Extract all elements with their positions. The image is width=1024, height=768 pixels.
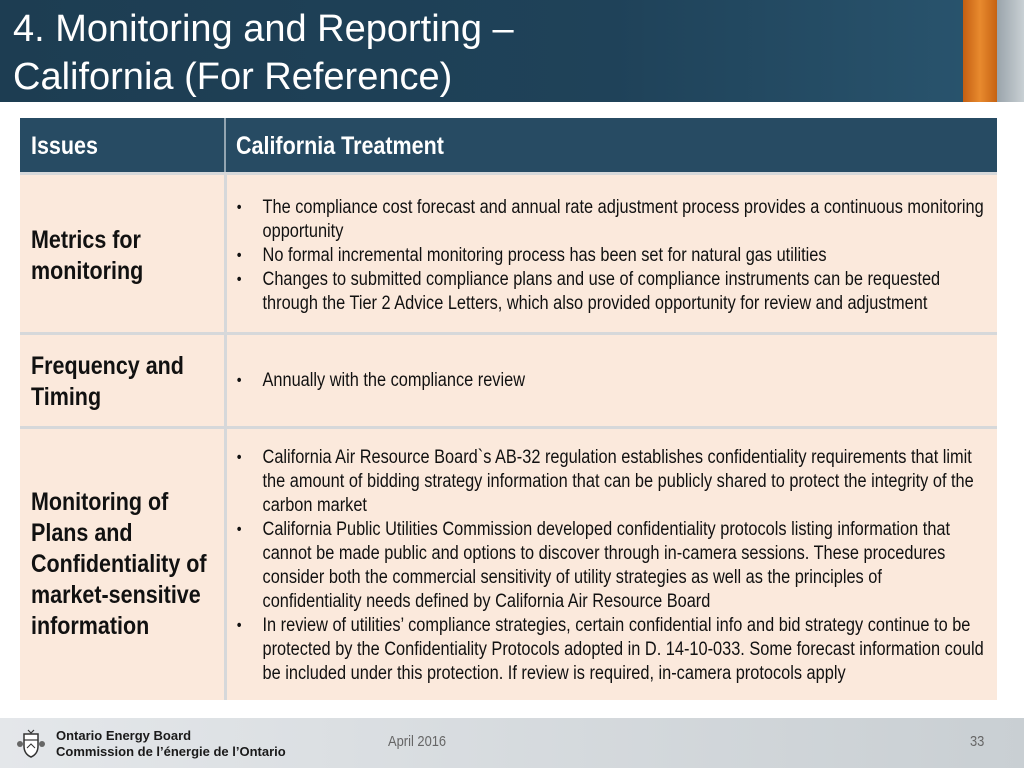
table-row: [20, 335, 997, 426]
title-line-1: 4. Monitoring and Reporting –: [13, 8, 514, 50]
issue-cell: Frequency and Timing: [31, 352, 184, 411]
header-treatment: California Treatment: [236, 132, 444, 160]
title-bar: [0, 0, 1024, 102]
ontario-crest-icon: [16, 728, 46, 760]
footer: [0, 718, 1024, 768]
comparison-table: [20, 118, 997, 700]
treatment-bullet: • No formal incremental monitoring process has been set for natural gas utilities: [235, 244, 985, 268]
gray-corner-block: [997, 0, 1024, 102]
header-issues: Issues: [31, 132, 98, 160]
header-divider: [224, 118, 226, 172]
column-divider: [224, 429, 227, 700]
column-divider: [224, 175, 227, 332]
footer-date: April 2016: [388, 733, 447, 750]
table-row: [20, 175, 997, 332]
issue-cell: Monitoring of Plans and Confidentiality of market-sensitive information: [31, 488, 207, 640]
orange-accent-stripe: [963, 0, 997, 102]
org-name-french: Commission de l’énergie de l’Ontario: [56, 744, 286, 759]
treatment-bullet: • In review of utilities’ compliance strategies, certain confidential info and bid strategy continue to be protected by the Confidentiality Protocols adopted in D. 14-10-033. Some forecast information could be included under this protection. If review is required, in-camera protocols apply: [235, 614, 985, 686]
treatment-bullet: • Annually with the compliance review: [235, 369, 985, 393]
table-header: [20, 118, 997, 172]
treatment-list: [235, 196, 995, 316]
treatment-list: [235, 446, 995, 686]
treatment-bullet: • California Air Resource Board`s AB-32 regulation establishes confidentiality requirements that limit the amount of bidding strategy information that can be publicly shared to protect the integrity of the carbon market: [235, 446, 985, 518]
treatment-bullet: • The compliance cost forecast and annual rate adjustment process provides a continuous monitoring opportunity: [235, 196, 985, 244]
slide-title: [13, 5, 953, 101]
treatment-bullet: • California Public Utilities Commission developed confidentiality protocols listing information that cannot be made public and options to discover through in-camera sessions. These procedures consider both the commercial sensitivity of utility strategies as well as the principles of confidentiality needs defined by California Air Resource Board: [235, 518, 985, 614]
page-number: 33: [970, 733, 985, 750]
issue-cell: Metrics for monitoring: [31, 226, 144, 285]
treatment-list: [235, 369, 995, 393]
title-line-2: California (For Reference): [13, 56, 453, 98]
org-name-english: Ontario Energy Board: [56, 728, 192, 743]
table-row: [20, 429, 997, 700]
treatment-bullet: • Changes to submitted compliance plans and use of compliance instruments can be requested through the Tier 2 Advice Letters, which also provided opportunity for review and adjustment: [235, 268, 985, 316]
column-divider: [224, 335, 227, 426]
